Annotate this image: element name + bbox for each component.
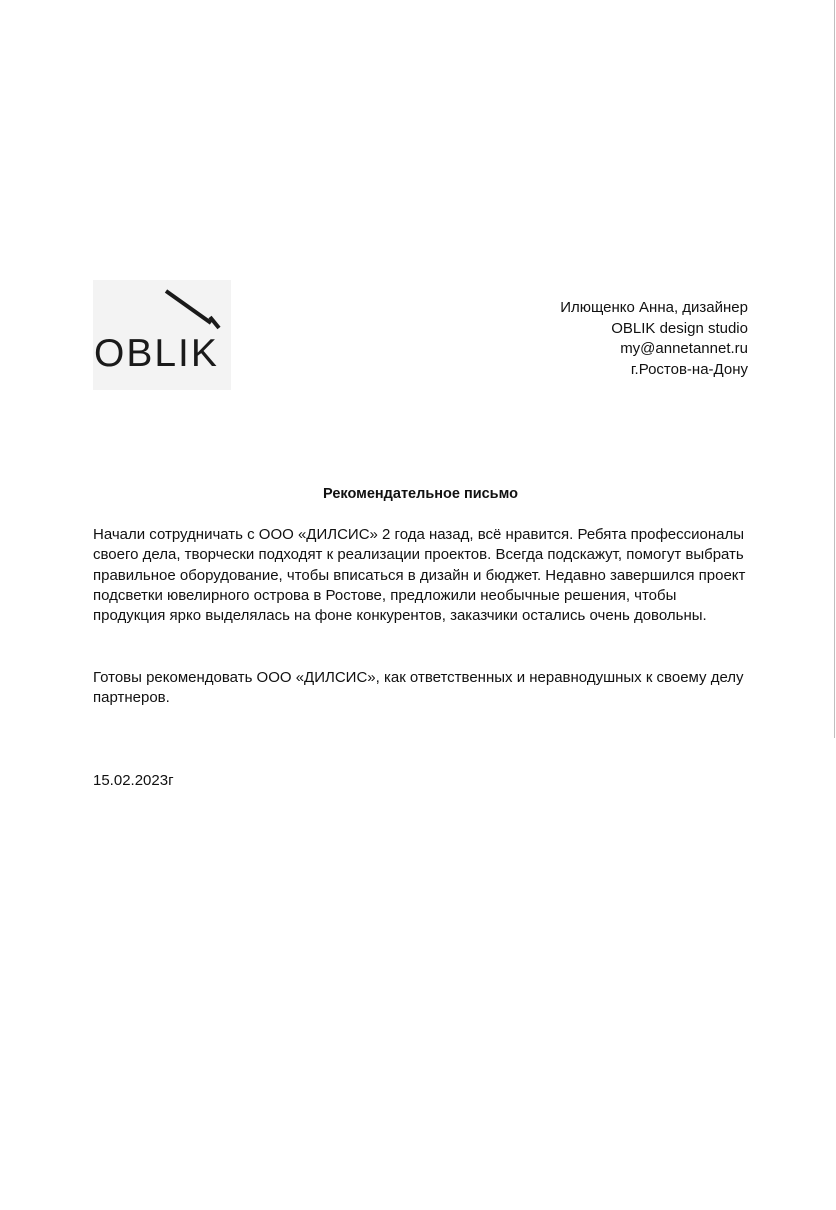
oblik-logo bbox=[93, 280, 231, 390]
letter-date: 15.02.2023г bbox=[93, 772, 174, 789]
oblik-logo-mark bbox=[93, 280, 231, 390]
sender-block bbox=[430, 298, 748, 380]
page-edge-divider bbox=[834, 0, 835, 738]
letter-title: Рекомендательное письмо bbox=[323, 486, 518, 502]
letter-paragraph-1: Начали сотрудничать с ООО «ДИЛСИС» 2 года назад, всё нравится. Ребята профессионалы своего дела, творчески подходят к реализации проектов. Всегда подскажут, помогут выбрать правильное оборудование, чтобы вписаться в дизайн и бюджет. Недавно завершился проект подсветки ювелирного острова в Ростове, предложили необычные решения, чтобы продукция ярко выделялась на фоне конкурентов, заказчики остались очень довольны. bbox=[93, 526, 746, 625]
sender-city: г.Ростов-на-Дону bbox=[630, 360, 748, 378]
logo-wordmark: OBLIK bbox=[94, 332, 219, 375]
sender-company: OBLIK design studio bbox=[611, 319, 748, 337]
letter-paragraph-2: Готовы рекомендовать ООО «ДИЛСИС», как ответственных и неравнодушных к своему делу партнеров. bbox=[93, 669, 744, 707]
sender-email[interactable]: my@annetannet.ru bbox=[620, 340, 748, 357]
slanted-line-mark-icon bbox=[166, 291, 211, 323]
sender-name: Илющенко Анна, дизайнер bbox=[560, 299, 748, 316]
